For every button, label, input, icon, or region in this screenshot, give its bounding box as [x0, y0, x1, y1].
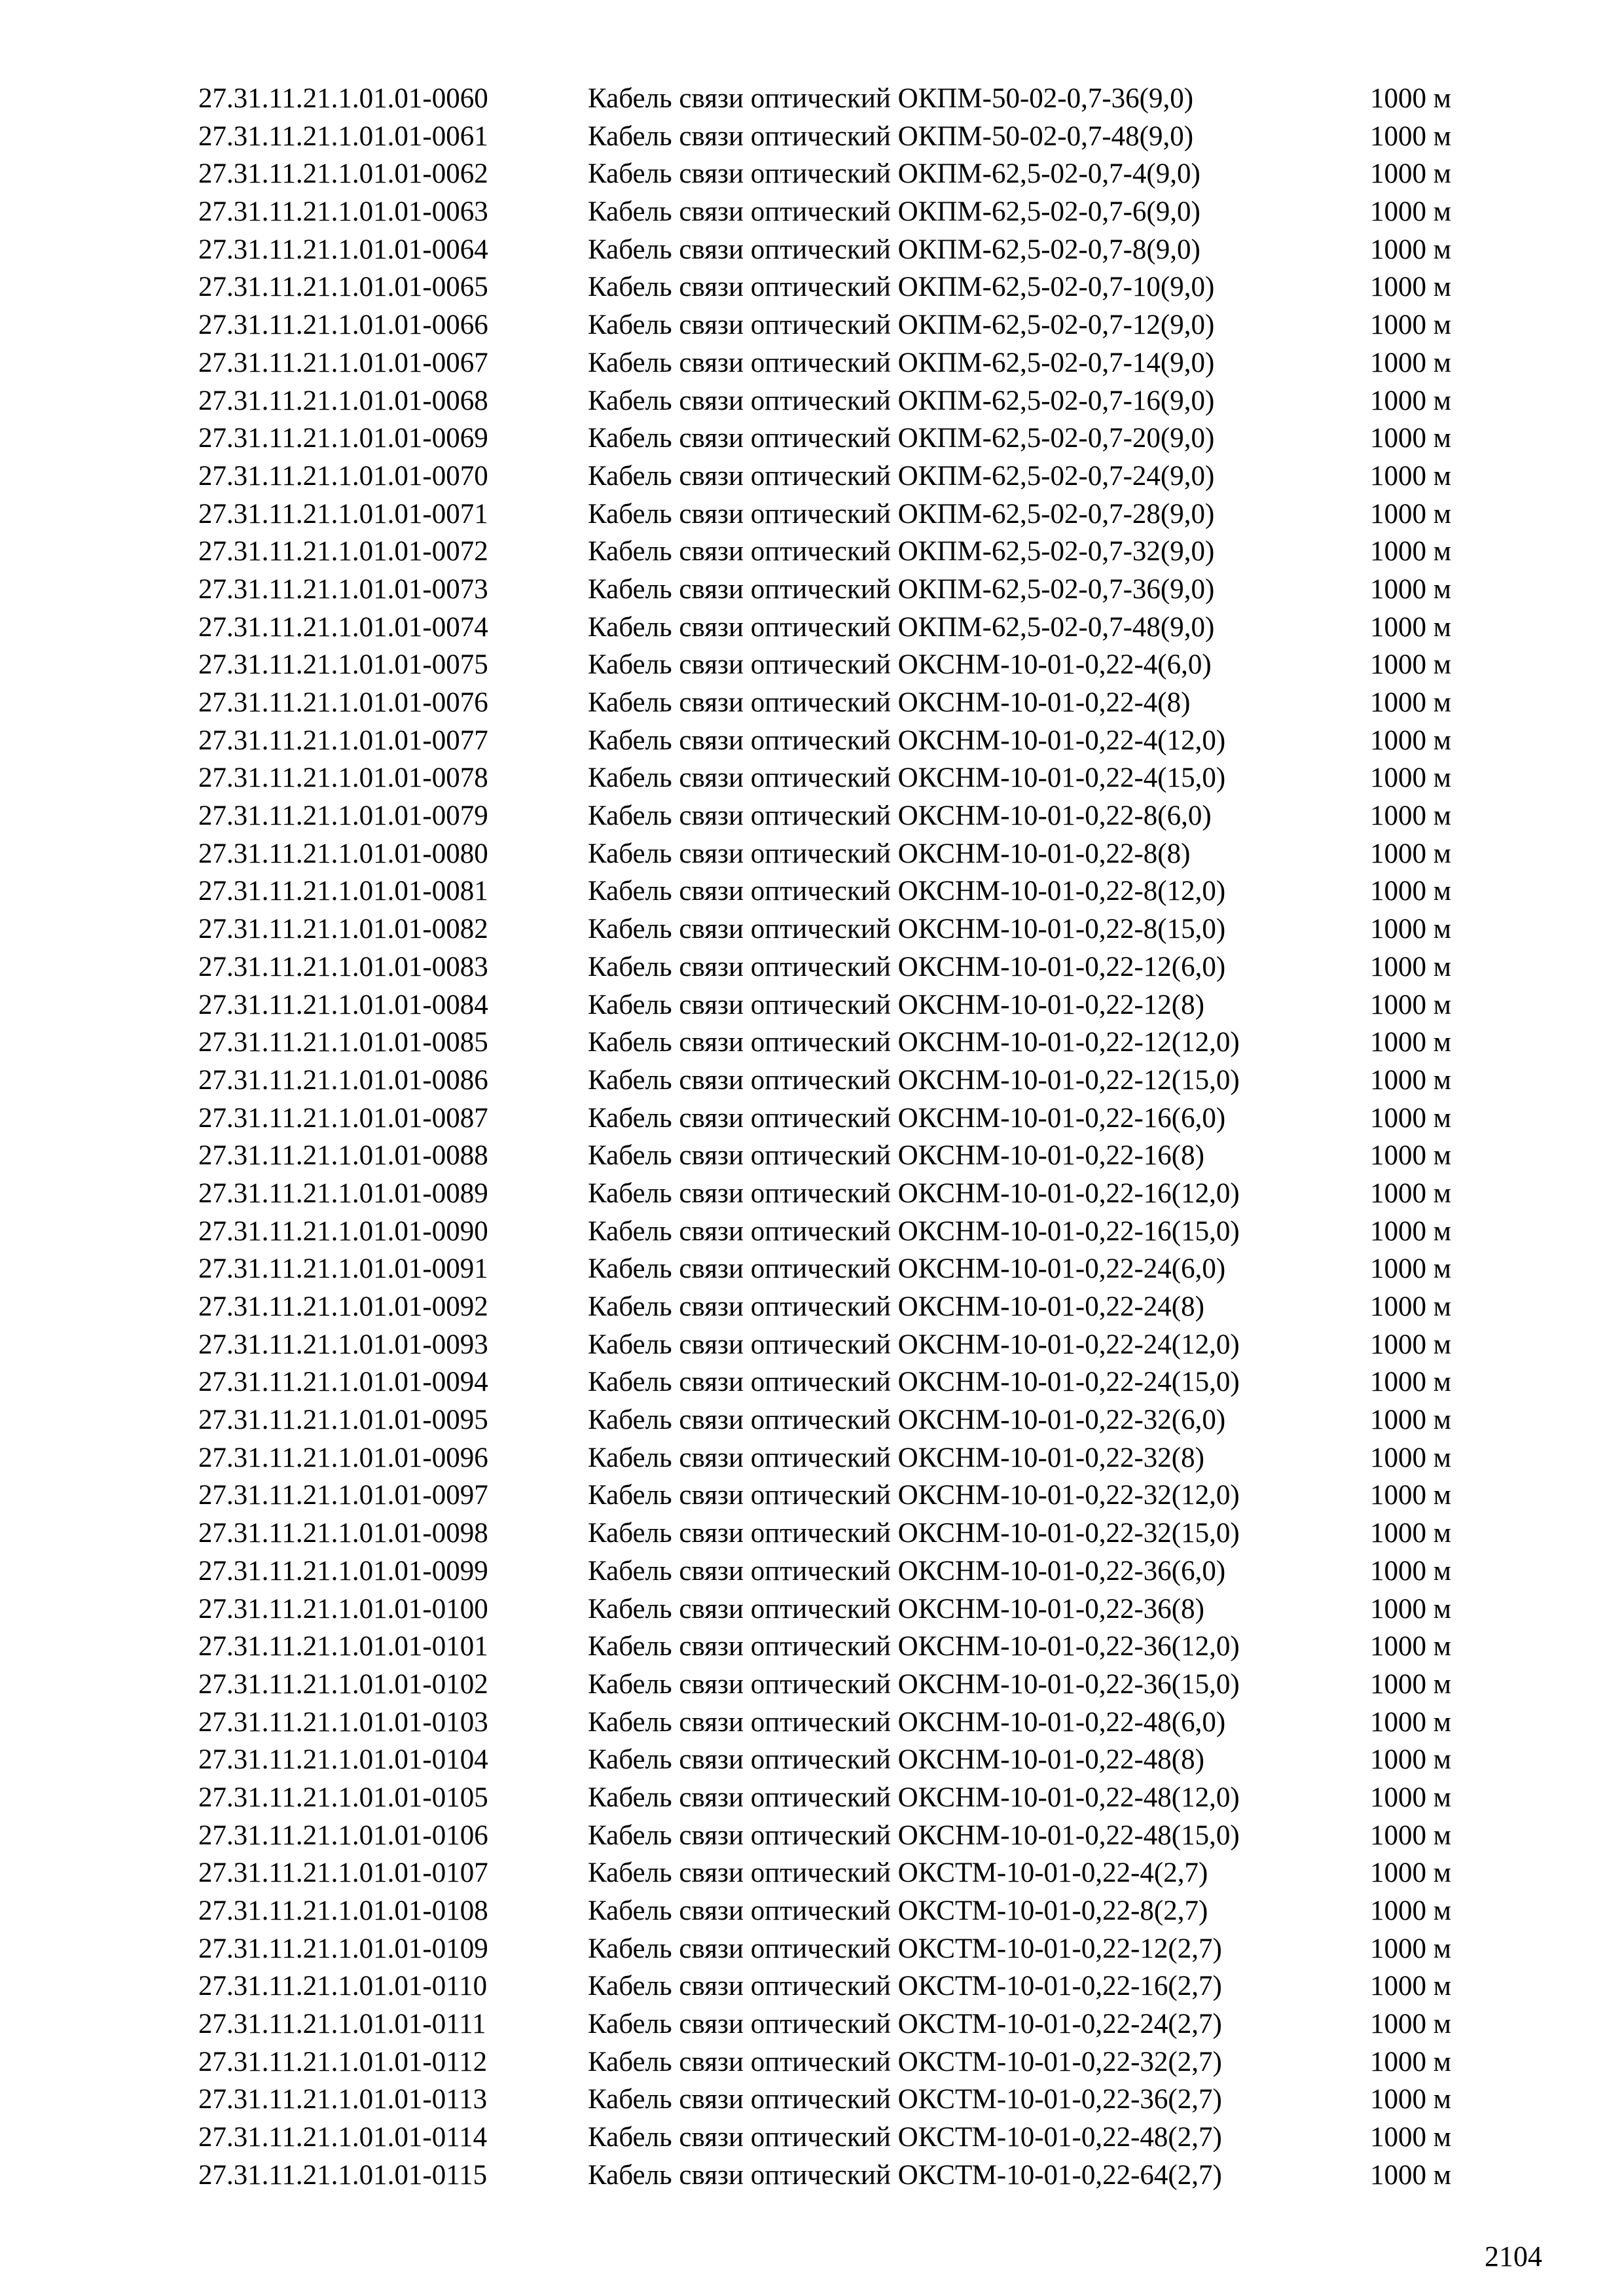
- table-row: [198, 2043, 1481, 2081]
- row-name: Кабель связи оптический ОКПМ-62,5-02-0,7-6(9,0): [588, 196, 1200, 228]
- row-unit: 1000 м: [1370, 725, 1451, 756]
- row-unit: 1000 м: [1370, 573, 1451, 605]
- row-code: 27.31.11.21.1.01.01-0077: [198, 725, 488, 756]
- row-code: 27.31.11.21.1.01.01-0089: [198, 1177, 488, 1209]
- row-code: 27.31.11.21.1.01.01-0108: [198, 1895, 488, 1926]
- row-unit: 1000 м: [1370, 1480, 1451, 1511]
- table-row: [198, 759, 1481, 797]
- table-row: [198, 948, 1481, 986]
- row-code: 27.31.11.21.1.01.01-0081: [198, 876, 488, 907]
- row-unit: 1000 м: [1370, 838, 1451, 869]
- table-row: [198, 646, 1481, 684]
- table-row: [198, 1854, 1481, 1892]
- row-code: 27.31.11.21.1.01.01-0097: [198, 1480, 488, 1511]
- row-name: Кабель связи оптический ОКПМ-62,5-02-0,7-32(9,0): [588, 536, 1215, 567]
- row-name: Кабель связи оптический ОКСНМ-10-01-0,22-16(12,0): [588, 1177, 1240, 1209]
- table-row: [198, 2119, 1481, 2157]
- row-name: Кабель связи оптический ОКСНМ-10-01-0,22-36(6,0): [588, 1555, 1226, 1587]
- page-number: 2104: [1485, 2240, 1542, 2272]
- table-row: [198, 1817, 1481, 1855]
- row-code: 27.31.11.21.1.01.01-0062: [198, 158, 488, 190]
- table-row: [198, 872, 1481, 910]
- table-row: [198, 1250, 1481, 1288]
- row-name: Кабель связи оптический ОКПМ-62,5-02-0,7-16(9,0): [588, 385, 1215, 416]
- row-name: Кабель связи оптический ОКСНМ-10-01-0,22-32(8): [588, 1442, 1204, 1473]
- row-unit: 1000 м: [1370, 1027, 1451, 1058]
- table-row: [198, 1439, 1481, 1477]
- row-unit: 1000 м: [1370, 2084, 1451, 2115]
- row-unit: 1000 м: [1370, 1405, 1451, 1436]
- row-code: 27.31.11.21.1.01.01-0095: [198, 1405, 488, 1436]
- row-unit: 1000 м: [1370, 1971, 1451, 2002]
- table-row: [198, 2157, 1481, 2195]
- row-code: 27.31.11.21.1.01.01-0100: [198, 1593, 488, 1624]
- row-unit: 1000 м: [1370, 1820, 1451, 1851]
- row-name: Кабель связи оптический ОКСНМ-10-01-0,22-32(12,0): [588, 1480, 1240, 1511]
- row-code: 27.31.11.21.1.01.01-0106: [198, 1820, 488, 1851]
- row-unit: 1000 м: [1370, 951, 1451, 982]
- row-unit: 1000 м: [1370, 989, 1451, 1020]
- row-name: Кабель связи оптический ОКСНМ-10-01-0,22-8(15,0): [588, 914, 1226, 945]
- row-name: Кабель связи оптический ОКПМ-62,5-02-0,7-36(9,0): [588, 573, 1215, 605]
- row-unit: 1000 м: [1370, 498, 1451, 529]
- row-unit: 1000 м: [1370, 1518, 1451, 1549]
- table-row: [198, 495, 1481, 533]
- table-row: [198, 722, 1481, 760]
- row-code: 27.31.11.21.1.01.01-0105: [198, 1782, 488, 1813]
- table-row: [198, 1024, 1481, 1062]
- row-unit: 1000 м: [1370, 1253, 1451, 1285]
- row-name: Кабель связи оптический ОКСТМ-10-01-0,22-16(2,7): [588, 1971, 1222, 2002]
- row-name: Кабель связи оптический ОКСНМ-10-01-0,22-8(12,0): [588, 876, 1226, 907]
- row-code: 27.31.11.21.1.01.01-0107: [198, 1857, 488, 1889]
- row-name: Кабель связи оптический ОКСНМ-10-01-0,22-4(12,0): [588, 725, 1226, 756]
- row-code: 27.31.11.21.1.01.01-0082: [198, 914, 488, 945]
- row-unit: 1000 м: [1370, 2159, 1451, 2191]
- row-unit: 1000 м: [1370, 158, 1451, 190]
- row-name: Кабель связи оптический ОКСТМ-10-01-0,22-32(2,7): [588, 2046, 1222, 2077]
- row-name: Кабель связи оптический ОКСНМ-10-01-0,22-36(12,0): [588, 1631, 1240, 1662]
- row-code: 27.31.11.21.1.01.01-0114: [198, 2122, 488, 2153]
- row-name: Кабель связи оптический ОКСНМ-10-01-0,22-8(6,0): [588, 800, 1212, 832]
- row-unit: 1000 м: [1370, 687, 1451, 718]
- row-name: Кабель связи оптический ОКСТМ-10-01-0,22-12(2,7): [588, 1933, 1222, 1964]
- row-unit: 1000 м: [1370, 1706, 1451, 1738]
- table-row: [198, 344, 1481, 382]
- table-row: [198, 268, 1481, 306]
- row-code: 27.31.11.21.1.01.01-0078: [198, 762, 488, 794]
- row-name: Кабель связи оптический ОКСТМ-10-01-0,22-36(2,7): [588, 2084, 1222, 2115]
- row-code: 27.31.11.21.1.01.01-0087: [198, 1102, 488, 1134]
- row-unit: 1000 м: [1370, 1291, 1451, 1322]
- row-name: Кабель связи оптический ОКПМ-62,5-02-0,7-28(9,0): [588, 498, 1215, 529]
- table-row: [198, 1477, 1481, 1515]
- table-row: [198, 1930, 1481, 1968]
- row-unit: 1000 м: [1370, 423, 1451, 454]
- row-unit: 1000 м: [1370, 1215, 1451, 1247]
- row-unit: 1000 м: [1370, 385, 1451, 416]
- row-code: 27.31.11.21.1.01.01-0075: [198, 649, 488, 681]
- table-row: [198, 571, 1481, 609]
- row-name: Кабель связи оптический ОКСНМ-10-01-0,22-48(8): [588, 1744, 1204, 1776]
- row-unit: 1000 м: [1370, 1140, 1451, 1172]
- row-code: 27.31.11.21.1.01.01-0065: [198, 272, 488, 303]
- row-code: 27.31.11.21.1.01.01-0061: [198, 120, 488, 152]
- table-row: [198, 118, 1481, 156]
- table-row: [198, 1967, 1481, 2005]
- table-row: [198, 457, 1481, 495]
- row-name: Кабель связи оптический ОКСНМ-10-01-0,22-16(15,0): [588, 1215, 1240, 1247]
- row-unit: 1000 м: [1370, 762, 1451, 794]
- table-row: [198, 684, 1481, 722]
- row-unit: 1000 м: [1370, 1744, 1451, 1776]
- row-name: Кабель связи оптический ОКСНМ-10-01-0,22-16(8): [588, 1140, 1204, 1172]
- row-name: Кабель связи оптический ОКПМ-62,5-02-0,7-20(9,0): [588, 423, 1215, 454]
- row-unit: 1000 м: [1370, 2046, 1451, 2077]
- row-unit: 1000 м: [1370, 460, 1451, 492]
- row-code: 27.31.11.21.1.01.01-0063: [198, 196, 488, 228]
- row-code: 27.31.11.21.1.01.01-0101: [198, 1631, 488, 1662]
- row-code: 27.31.11.21.1.01.01-0073: [198, 573, 488, 605]
- row-name: Кабель связи оптический ОКСНМ-10-01-0,22-24(12,0): [588, 1329, 1240, 1360]
- row-name: Кабель связи оптический ОКСНМ-10-01-0,22-12(15,0): [588, 1064, 1240, 1096]
- row-unit: 1000 м: [1370, 1367, 1451, 1398]
- table-row: [198, 609, 1481, 647]
- row-unit: 1000 м: [1370, 649, 1451, 681]
- table-row: [198, 1062, 1481, 1100]
- row-code: 27.31.11.21.1.01.01-0103: [198, 1706, 488, 1738]
- row-unit: 1000 м: [1370, 1668, 1451, 1700]
- row-unit: 1000 м: [1370, 1593, 1451, 1624]
- table-row: [198, 1666, 1481, 1704]
- row-unit: 1000 м: [1370, 1177, 1451, 1209]
- row-unit: 1000 м: [1370, 196, 1451, 228]
- row-name: Кабель связи оптический ОКПМ-62,5-02-0,7-12(9,0): [588, 310, 1215, 341]
- table-row: [198, 533, 1481, 571]
- row-code: 27.31.11.21.1.01.01-0079: [198, 800, 488, 832]
- row-code: 27.31.11.21.1.01.01-0111: [198, 2009, 486, 2040]
- table-row: [198, 1175, 1481, 1213]
- row-name: Кабель связи оптический ОКПМ-62,5-02-0,7-14(9,0): [588, 347, 1215, 378]
- row-code: 27.31.11.21.1.01.01-0091: [198, 1253, 488, 1285]
- table-row: [198, 1288, 1481, 1326]
- table-row: [198, 1741, 1481, 1779]
- row-code: 27.31.11.21.1.01.01-0084: [198, 989, 488, 1020]
- table-row: [198, 835, 1481, 873]
- row-name: Кабель связи оптический ОКСНМ-10-01-0,22-12(12,0): [588, 1027, 1240, 1058]
- row-name: Кабель связи оптический ОКПМ-50-02-0,7-48(9,0): [588, 120, 1194, 152]
- row-code: 27.31.11.21.1.01.01-0083: [198, 951, 488, 982]
- table-row: [198, 910, 1481, 948]
- row-code: 27.31.11.21.1.01.01-0098: [198, 1518, 488, 1549]
- row-code: 27.31.11.21.1.01.01-0070: [198, 460, 488, 492]
- row-name: Кабель связи оптический ОКСТМ-10-01-0,22-4(2,7): [588, 1857, 1208, 1889]
- row-code: 27.31.11.21.1.01.01-0066: [198, 310, 488, 341]
- table-row: [198, 1326, 1481, 1364]
- table-row: [198, 2005, 1481, 2043]
- row-unit: 1000 м: [1370, 1631, 1451, 1662]
- row-code: 27.31.11.21.1.01.01-0069: [198, 423, 488, 454]
- row-unit: 1000 м: [1370, 310, 1451, 341]
- row-name: Кабель связи оптический ОКСНМ-10-01-0,22-16(6,0): [588, 1102, 1226, 1134]
- row-name: Кабель связи оптический ОКСНМ-10-01-0,22-24(6,0): [588, 1253, 1226, 1285]
- row-unit: 1000 м: [1370, 876, 1451, 907]
- table-row: [198, 80, 1481, 118]
- row-unit: 1000 м: [1370, 536, 1451, 567]
- table-row: [198, 1363, 1481, 1401]
- row-unit: 1000 м: [1370, 83, 1451, 114]
- row-name: Кабель связи оптический ОКПМ-50-02-0,7-36(9,0): [588, 83, 1194, 114]
- table-row: [198, 306, 1481, 344]
- row-code: 27.31.11.21.1.01.01-0074: [198, 611, 488, 643]
- table-row: [198, 986, 1481, 1024]
- row-name: Кабель связи оптический ОКСНМ-10-01-0,22-32(6,0): [588, 1405, 1226, 1436]
- row-unit: 1000 м: [1370, 1555, 1451, 1587]
- row-code: 27.31.11.21.1.01.01-0085: [198, 1027, 488, 1058]
- row-unit: 1000 м: [1370, 347, 1451, 378]
- row-name: Кабель связи оптический ОКСНМ-10-01-0,22-4(6,0): [588, 649, 1212, 681]
- row-unit: 1000 м: [1370, 1857, 1451, 1889]
- row-code: 27.31.11.21.1.01.01-0064: [198, 234, 488, 265]
- row-code: 27.31.11.21.1.01.01-0115: [198, 2159, 488, 2191]
- row-unit: 1000 м: [1370, 2009, 1451, 2040]
- row-unit: 1000 м: [1370, 1933, 1451, 1964]
- row-name: Кабель связи оптический ОКСНМ-10-01-0,22-48(15,0): [588, 1820, 1240, 1851]
- row-code: 27.31.11.21.1.01.01-0067: [198, 347, 488, 378]
- row-code: 27.31.11.21.1.01.01-0112: [198, 2046, 488, 2077]
- row-unit: 1000 м: [1370, 1782, 1451, 1813]
- row-code: 27.31.11.21.1.01.01-0092: [198, 1291, 488, 1322]
- row-code: 27.31.11.21.1.01.01-0104: [198, 1744, 488, 1776]
- row-code: 27.31.11.21.1.01.01-0090: [198, 1215, 488, 1247]
- table-row: [198, 1401, 1481, 1439]
- row-name: Кабель связи оптический ОКСНМ-10-01-0,22-24(8): [588, 1291, 1204, 1322]
- row-name: Кабель связи оптический ОКСНМ-10-01-0,22-12(8): [588, 989, 1204, 1020]
- row-code: 27.31.11.21.1.01.01-0102: [198, 1668, 488, 1700]
- row-name: Кабель связи оптический ОКПМ-62,5-02-0,7-24(9,0): [588, 460, 1215, 492]
- row-name: Кабель связи оптический ОКСНМ-10-01-0,22-4(15,0): [588, 762, 1226, 794]
- row-name: Кабель связи оптический ОКСНМ-10-01-0,22-4(8): [588, 687, 1191, 718]
- row-unit: 1000 м: [1370, 1442, 1451, 1473]
- row-name: Кабель связи оптический ОКСНМ-10-01-0,22-48(12,0): [588, 1782, 1240, 1813]
- row-unit: 1000 м: [1370, 1329, 1451, 1360]
- row-code: 27.31.11.21.1.01.01-0080: [198, 838, 488, 869]
- row-name: Кабель связи оптический ОКСНМ-10-01-0,22-48(6,0): [588, 1706, 1226, 1738]
- row-name: Кабель связи оптический ОКПМ-62,5-02-0,7-4(9,0): [588, 158, 1200, 190]
- row-name: Кабель связи оптический ОКПМ-62,5-02-0,7-8(9,0): [588, 234, 1200, 265]
- table-row: [198, 797, 1481, 835]
- row-unit: 1000 м: [1370, 234, 1451, 265]
- table-row: [198, 1552, 1481, 1590]
- row-code: 27.31.11.21.1.01.01-0109: [198, 1933, 488, 1964]
- row-code: 27.31.11.21.1.01.01-0076: [198, 687, 488, 718]
- row-unit: 1000 м: [1370, 2122, 1451, 2153]
- row-name: Кабель связи оптический ОКСНМ-10-01-0,22-32(15,0): [588, 1518, 1240, 1549]
- row-code: 27.31.11.21.1.01.01-0099: [198, 1555, 488, 1587]
- row-unit: 1000 м: [1370, 272, 1451, 303]
- row-unit: 1000 м: [1370, 1895, 1451, 1926]
- table-row: [198, 420, 1481, 457]
- table-row: [198, 1100, 1481, 1138]
- row-name: Кабель связи оптический ОКСНМ-10-01-0,22-12(6,0): [588, 951, 1226, 982]
- row-name: Кабель связи оптический ОКСНМ-10-01-0,22-24(15,0): [588, 1367, 1240, 1398]
- table-row: [198, 1515, 1481, 1552]
- table-row: [198, 382, 1481, 420]
- row-unit: 1000 м: [1370, 1064, 1451, 1096]
- row-code: 27.31.11.21.1.01.01-0110: [198, 1971, 488, 2002]
- row-code: 27.31.11.21.1.01.01-0060: [198, 83, 488, 114]
- table-row: [198, 231, 1481, 269]
- row-unit: 1000 м: [1370, 1102, 1451, 1134]
- row-name: Кабель связи оптический ОКПМ-62,5-02-0,7-10(9,0): [588, 272, 1215, 303]
- row-code: 27.31.11.21.1.01.01-0096: [198, 1442, 488, 1473]
- row-name: Кабель связи оптический ОКСТМ-10-01-0,22-64(2,7): [588, 2159, 1222, 2191]
- row-unit: 1000 м: [1370, 800, 1451, 832]
- table-row: [198, 1892, 1481, 1930]
- row-code: 27.31.11.21.1.01.01-0093: [198, 1329, 488, 1360]
- table-row: [198, 1213, 1481, 1251]
- row-code: 27.31.11.21.1.01.01-0086: [198, 1064, 488, 1096]
- row-name: Кабель связи оптический ОКСНМ-10-01-0,22-36(8): [588, 1593, 1204, 1624]
- row-code: 27.31.11.21.1.01.01-0094: [198, 1367, 488, 1398]
- table-row: [198, 1704, 1481, 1742]
- row-name: Кабель связи оптический ОКСТМ-10-01-0,22-48(2,7): [588, 2122, 1222, 2153]
- row-unit: 1000 м: [1370, 914, 1451, 945]
- table-row: [198, 1779, 1481, 1817]
- row-unit: 1000 м: [1370, 120, 1451, 152]
- row-code: 27.31.11.21.1.01.01-0071: [198, 498, 488, 529]
- row-code: 27.31.11.21.1.01.01-0072: [198, 536, 488, 567]
- row-unit: 1000 м: [1370, 611, 1451, 643]
- row-code: 27.31.11.21.1.01.01-0088: [198, 1140, 488, 1172]
- price-list-table: [198, 80, 1481, 2195]
- row-name: Кабель связи оптический ОКСТМ-10-01-0,22-8(2,7): [588, 1895, 1208, 1926]
- table-row: [198, 1590, 1481, 1628]
- row-name: Кабель связи оптический ОКСТМ-10-01-0,22-24(2,7): [588, 2009, 1222, 2040]
- row-code: 27.31.11.21.1.01.01-0068: [198, 385, 488, 416]
- table-row: [198, 193, 1481, 231]
- row-code: 27.31.11.21.1.01.01-0113: [198, 2084, 488, 2115]
- row-name: Кабель связи оптический ОКСНМ-10-01-0,22-36(15,0): [588, 1668, 1240, 1700]
- table-row: [198, 155, 1481, 193]
- row-name: Кабель связи оптический ОКСНМ-10-01-0,22-8(8): [588, 838, 1191, 869]
- row-name: Кабель связи оптический ОКПМ-62,5-02-0,7-48(9,0): [588, 611, 1215, 643]
- table-row: [198, 1628, 1481, 1666]
- table-row: [198, 2081, 1481, 2119]
- table-row: [198, 1137, 1481, 1175]
